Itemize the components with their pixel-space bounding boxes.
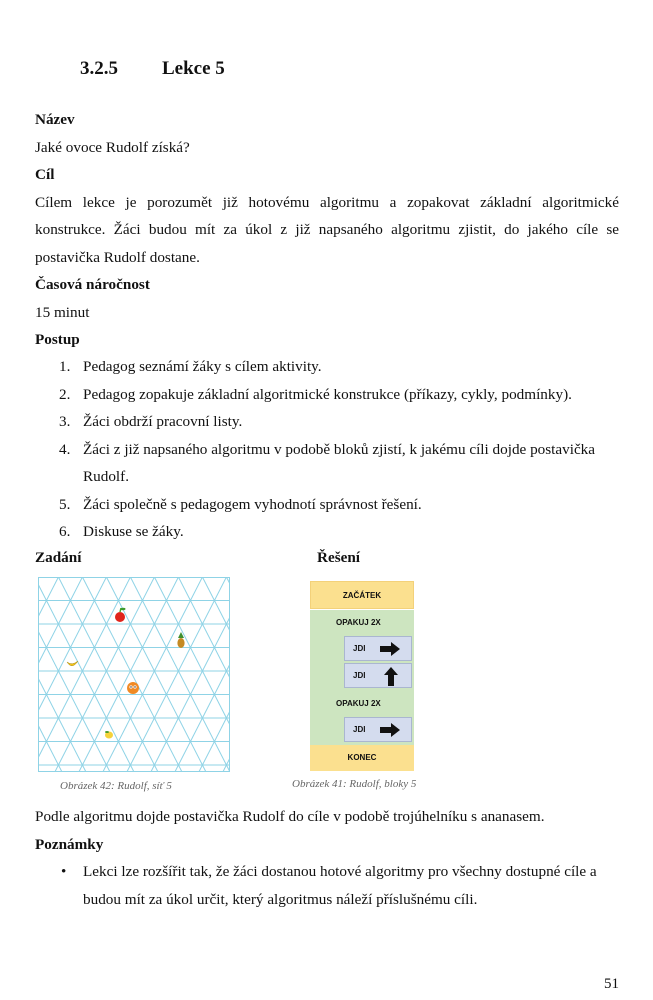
list-item [35,491,625,519]
grid-line [175,577,230,772]
move-block-right [344,636,412,661]
repeat-block-1 [310,610,414,691]
grid-line [58,577,158,772]
postup-list [35,353,625,546]
grid-line [82,577,182,772]
poznamky-label: Poznámky [35,835,104,853]
conclusion-text: Podle algoritmu dojde postavička Rudolf do cíle v podobě trojúhelníku s ananasem. [35,808,545,825]
repeat-block-2 [310,691,414,745]
bullet-icon: • [61,863,67,880]
list-text: Pedagog seznámí žáky s cílem aktivity. [83,358,322,375]
move-label: JDI [353,644,366,653]
section-number: 3.2.5 [80,58,118,79]
section-heading [80,58,225,80]
list-text: Žáci společně s pedagogem vyhodnotí správnost řešení. [83,495,422,513]
move-block-up [344,663,412,688]
list-number: 4. [59,440,71,458]
conclusion-section [35,803,619,858]
cil-text: Cílem lekce je porozumět již hotovému algoritmu a zopakovat základní algoritmické konstrukce. Žáci budou mít za úkol z již napsaného algoritmu zjistit, do jakého cíle se postavička Rudolf dostane. [35,193,619,266]
poznamky-text: Lekci lze rozšířit tak, že žáci dostanou hotové algoritmy pro všechny dostupné cíle a budou mít za úkol určit, který algoritmus náleží příslušnému cíli. [83,863,597,908]
list-number: 2. [59,385,71,403]
move-label: JDI [353,725,366,734]
nazev-text: Jaké ovoce Rudolf získá? [35,138,190,156]
grid-line [223,577,230,772]
move-label: JDI [353,671,366,680]
banana-icon [67,661,78,666]
list-text: Diskuse se žáky. [83,523,184,540]
grid-line [151,577,230,772]
arrow-up-icon [383,666,399,687]
list-number: 5. [59,495,71,513]
poznamky-list-item [35,858,625,913]
zadani-label: Zadání [35,549,82,566]
arrow-right-icon [379,722,401,738]
grid-line [38,577,58,772]
grid-line [38,577,86,772]
list-text: Pedagog zopakuje základní algoritmické konstrukce (příkazy, cykly, podmínky). [83,385,572,403]
list-item [35,381,625,409]
nazev-label: Název [35,111,75,128]
grid-line [79,577,179,772]
grid-caption: Obrázek 42: Rudolf, síť 5 [60,780,172,792]
repeat-label-2: OPAKUJ 2X [336,699,381,708]
grid-line [38,577,106,772]
casova-label: Časová náročnost [35,276,150,293]
grid-line [38,577,110,772]
grid-lines [38,577,230,772]
list-item [35,353,625,381]
arrow-right-icon [379,641,401,657]
list-item [35,436,625,491]
list-number: 3. [59,413,71,430]
postup-label: Postup [35,331,80,348]
rudolf-character-icon [127,682,139,694]
end-block: KONEC [310,745,414,771]
list-item [35,408,625,436]
page-number: 51 [604,976,619,992]
cil-label: Cíl [35,166,55,183]
list-number: 6. [59,523,71,540]
list-text: Žáci obdrží pracovní listy. [83,413,243,430]
lemon-icon [105,731,113,739]
list-item [35,518,625,546]
blocks-caption: Obrázek 41: Rudolf, bloky 5 [292,778,417,790]
grid-line [127,577,227,772]
move-block-right [344,717,412,742]
reseni-label: Řešení [317,549,361,566]
triangle-grid-figure [38,577,230,772]
nazev-section [35,106,619,354]
list-text: Žáci z již napsaného algoritmu v podobě bloků zjistí, k jakému cíli dojde postavička Rudolf. [83,440,596,485]
section-title: Lekce 5 [162,58,225,79]
grid-line [55,577,155,772]
list-number: 1. [59,358,71,375]
casova-text: 15 minut [35,303,90,321]
algorithm-blocks-figure [310,581,414,771]
apple-icon [115,608,126,622]
grid-line [103,577,203,772]
grid-line [130,577,230,772]
grid-line [202,577,230,772]
grid-line [199,577,230,772]
start-block: ZAČÁTEK [310,581,414,609]
repeat-label-1: OPAKUJ 2X [336,618,381,627]
grid-line [106,577,206,772]
grid-line [38,577,134,772]
grid-line [38,577,62,772]
